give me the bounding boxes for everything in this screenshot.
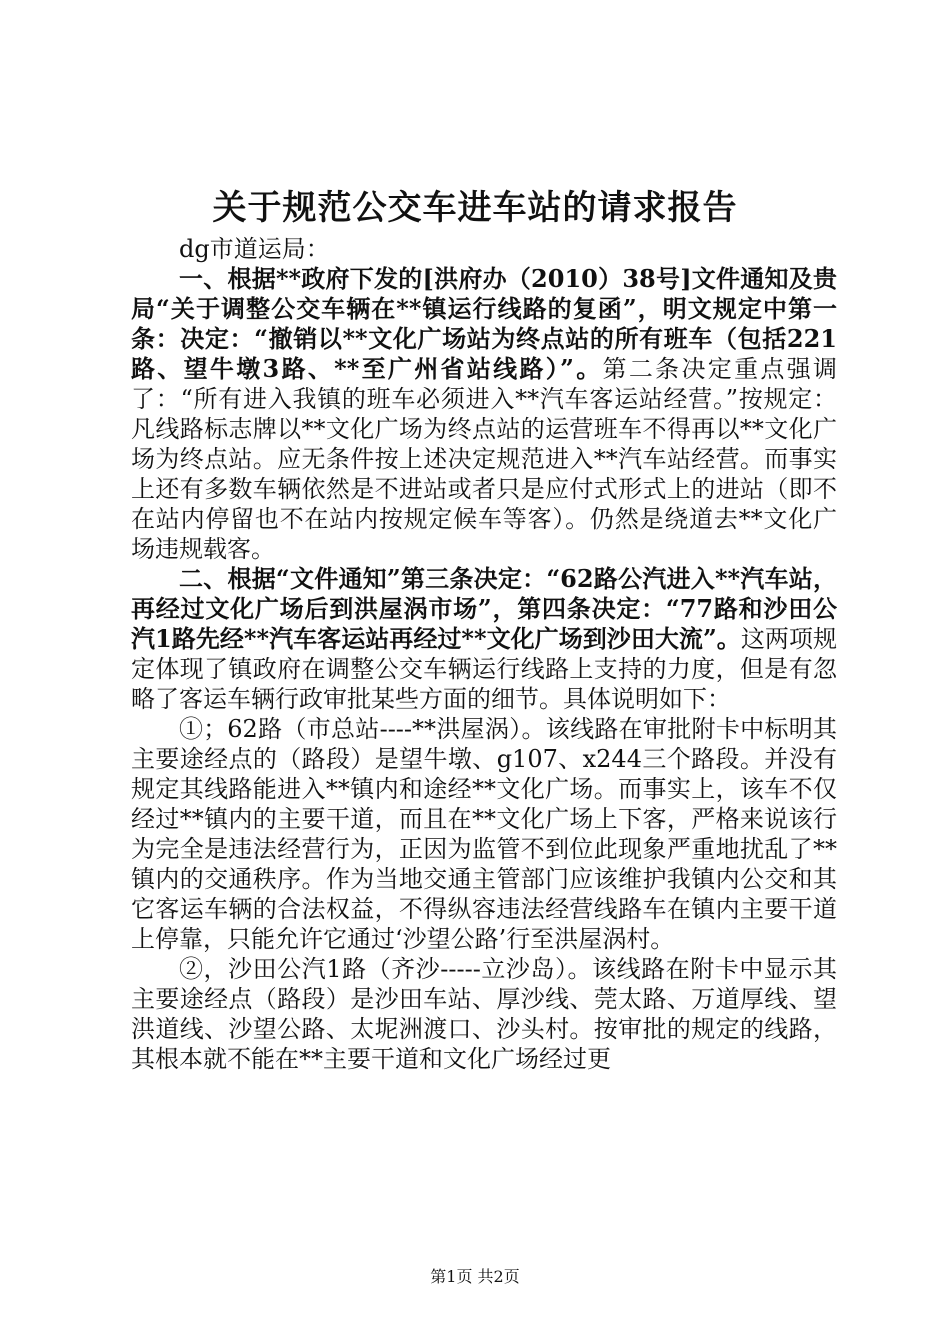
paragraph-3-text: ①；62路（市总站----**洪屋涡）。该线路在审批附卡中标明其主要途经点的（路段）是望牛墩、g107、x244三个路段。并没有规定其线路能进入**镇内和途经**文化广场。而事实上，该车不仅经过**镇内的主要干道，而且在**文化广场上下客，严格来说该行为完全是违法经营行为，正因为监管不到位此现象严重地扰乱了**镇内的交通秩序。作为当地交通主管部门应该维护我镇内公交和其它客运车辆的合法权益，不得纵容违法经营线路车在镇内主要干道上停靠，只能允许它通过‘沙望公路’行至洪屋涡村。 [131, 715, 837, 953]
paragraph-4-text: ②，沙田公汽1路（齐沙-----立沙岛）。该线路在附卡中显示其主要途经点（路段）是沙田车站、厚沙线、莞太路、万道厚线、望洪道线、沙望公路、太坭洲渡口、沙头村。按审批的规定的线路，其根本就不能在**主要干道和文化广场经过更 [131, 955, 837, 1073]
paragraph-1 [131, 264, 837, 564]
page-footer: 第1页 共2页 [430, 1267, 520, 1286]
document-body [131, 234, 837, 1074]
paragraph-1-text: 第二条决定重点强调了：“所有进入我镇的班车必须进入**汽车客运站经营。”按规定：凡线路标志牌以**文化广场为终点站的运营班车不得再以**文化广场为终点站。应无条件按上述决定规范进入**汽车站经营。而事实上还有多数车辆依然是不进站或者只是应付式形式上的进站（即不在站内停留也不在站内按规定候车等客）。仍然是绕道去**文化广场违规载客。 [131, 355, 838, 563]
paragraph-4 [131, 954, 837, 1074]
paragraph-3 [131, 714, 837, 954]
document-title: 关于规范公交车进车站的请求报告 [212, 188, 738, 228]
salutation: dg市道运局： [179, 235, 330, 263]
paragraph-2-text: 这两项规定体现了镇政府在调整公交车辆运行线路上支持的力度，但是有忽略了客运车辆行政审批某些方面的细节。具体说明如下： [131, 625, 837, 713]
paragraph-2 [131, 564, 837, 714]
paragraph-1-bold: 一、根据**政府下发的[洪府办（2010）38号]文件通知及贵局“关于调整公交车辆在**镇运行线路的复函”，明文规定中第一条：决定：“撤销以**文化广场站为终点站的所有班车（包括221路、望牛墩3路、**至广州省站线路）”。 [131, 264, 837, 383]
paragraph-2-bold: 二、根据“文件通知”第三条决定：“62路公汽进入**汽车站，再经过文化广场后到洪屋涡市场”，第四条决定：“77路和沙田公汽1路先经**汽车客运站再经过**文化广场到沙田大流”。 [131, 564, 837, 653]
